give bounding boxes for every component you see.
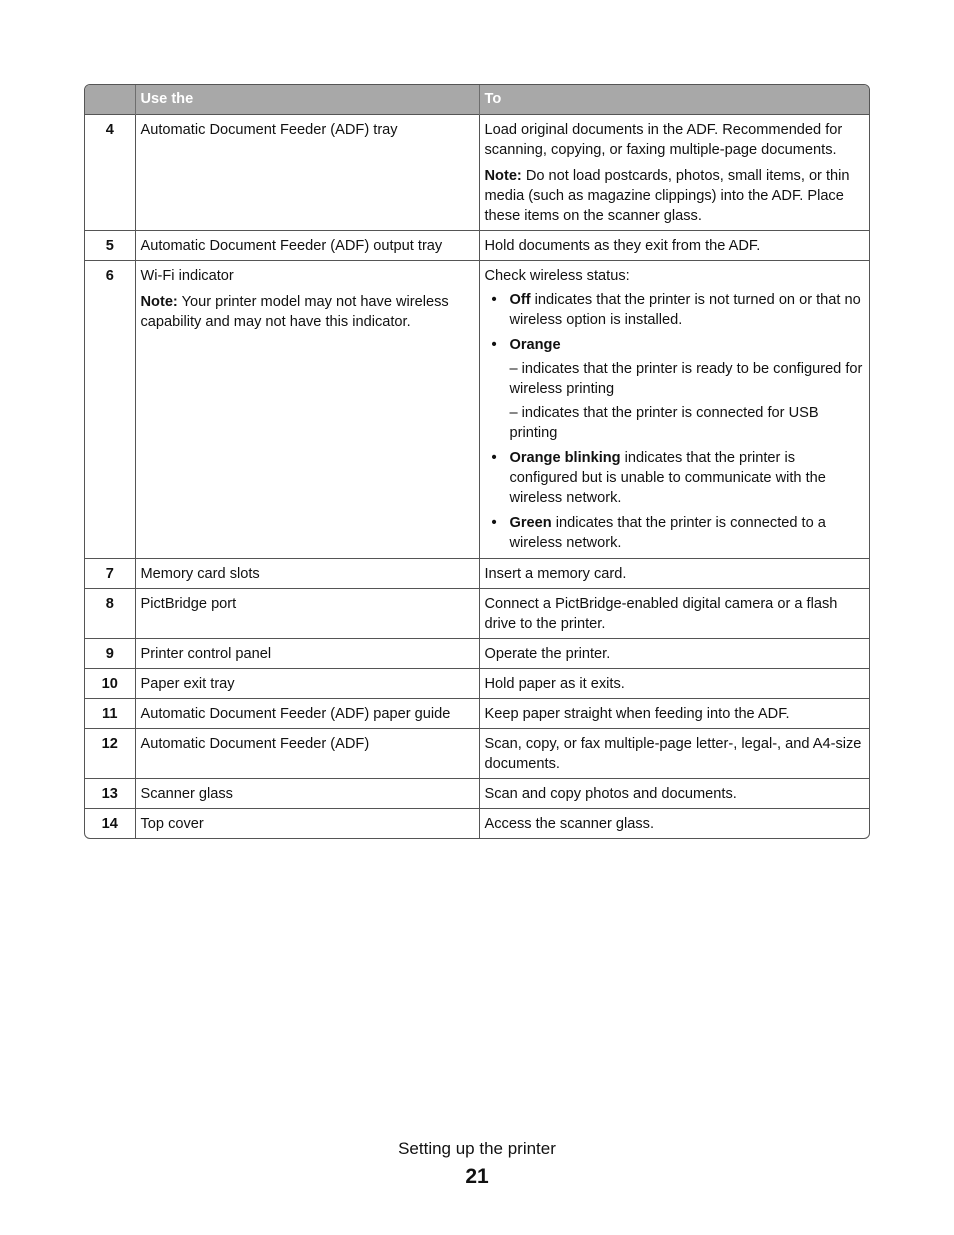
table-row <box>85 588 869 638</box>
row-number: 9 <box>85 638 135 668</box>
row-to: Operate the printer. <box>479 638 869 668</box>
row-number: 7 <box>85 558 135 588</box>
row-use: Top cover <box>135 808 479 838</box>
header-use-the: Use the <box>135 85 479 114</box>
row-to: Scan, copy, or fax multiple-page letter-, legal-, and A4-size documents. <box>479 728 869 778</box>
row-number: 4 <box>85 114 135 230</box>
table-row <box>85 260 869 558</box>
table-row <box>85 808 869 838</box>
table-row <box>85 728 869 778</box>
part-name: Wi-Fi indicator <box>140 267 234 284</box>
status-name: Orange blinking <box>509 449 621 466</box>
row-use: Paper exit tray <box>135 668 479 698</box>
status-subitem: – indicates that the printer is ready to be configured for wireless printing <box>509 360 863 397</box>
row-to: Keep paper straight when feeding into the ADF. <box>479 698 869 728</box>
parts-table <box>85 85 869 838</box>
wireless-status-list <box>485 290 865 553</box>
status-subitem: – indicates that the printer is connected for USB printing <box>509 404 819 441</box>
status-text: indicates that the printer is not turned on or that no wireless option is installed. <box>509 291 861 328</box>
header-number <box>85 85 135 114</box>
note-text: Your printer model may not have wireless capability and may not have this indicator. <box>140 293 449 330</box>
note-text: Do not load postcards, photos, small items, or thin media (such as magazine clippings) into the ADF. Place these items on the scanner glass. <box>484 167 850 224</box>
status-name: Off <box>509 291 531 308</box>
table-row <box>85 230 869 260</box>
part-note <box>485 166 865 226</box>
list-item <box>485 448 865 508</box>
table-row <box>85 778 869 808</box>
row-use <box>135 114 479 230</box>
table-row <box>85 698 869 728</box>
row-to: Access the scanner glass. <box>479 808 869 838</box>
row-number: 12 <box>85 728 135 778</box>
row-to: Hold documents as they exit from the ADF. <box>479 230 869 260</box>
row-number: 10 <box>85 668 135 698</box>
row-to: Hold paper as it exits. <box>479 668 869 698</box>
part-note <box>141 292 474 332</box>
header-to: To <box>479 85 869 114</box>
row-use: Automatic Document Feeder (ADF) <box>135 728 479 778</box>
list-item <box>485 513 865 553</box>
row-to: Scan and copy photos and documents. <box>479 778 869 808</box>
row-use: Automatic Document Feeder (ADF) paper guide <box>135 698 479 728</box>
row-to <box>479 114 869 230</box>
bullet-icon: • <box>491 336 497 353</box>
row-number: 11 <box>85 698 135 728</box>
row-use: PictBridge port <box>135 588 479 638</box>
status-name: Orange <box>509 336 561 353</box>
part-purpose: Check wireless status: <box>484 267 630 284</box>
row-use <box>135 260 479 558</box>
row-use: Memory card slots <box>135 558 479 588</box>
status-text: indicates that the printer is configured but is unable to communicate with the wireless network. <box>509 449 826 506</box>
row-use: Scanner glass <box>135 778 479 808</box>
printer-parts-table <box>84 84 870 839</box>
row-number: 6 <box>85 260 135 558</box>
note-label: Note: <box>484 167 522 184</box>
note-label: Note: <box>140 293 178 310</box>
row-use: Printer control panel <box>135 638 479 668</box>
row-to <box>479 260 869 558</box>
row-use: Automatic Document Feeder (ADF) output tray <box>135 230 479 260</box>
row-to: Insert a memory card. <box>479 558 869 588</box>
table-row <box>85 638 869 668</box>
list-item <box>485 290 865 330</box>
table-header-row <box>85 85 869 114</box>
row-number: 14 <box>85 808 135 838</box>
page-number: 21 <box>465 1165 489 1188</box>
status-name: Green <box>509 514 552 531</box>
bullet-icon: • <box>491 291 497 308</box>
row-to: Connect a PictBridge-enabled digital camera or a flash drive to the printer. <box>479 588 869 638</box>
section-title: Setting up the printer <box>398 1139 556 1158</box>
list-item <box>485 335 865 443</box>
row-number: 13 <box>85 778 135 808</box>
part-name: Automatic Document Feeder (ADF) tray <box>140 121 398 138</box>
table-row <box>85 114 869 230</box>
table-row <box>85 558 869 588</box>
row-number: 8 <box>85 588 135 638</box>
bullet-icon: • <box>491 514 497 531</box>
bullet-icon: • <box>491 449 497 466</box>
table-row <box>85 668 869 698</box>
status-text: indicates that the printer is connected to a wireless network. <box>509 514 826 551</box>
part-purpose: Load original documents in the ADF. Recommended for scanning, copying, or faxing multiple-page documents. <box>484 121 843 158</box>
row-number: 5 <box>85 230 135 260</box>
